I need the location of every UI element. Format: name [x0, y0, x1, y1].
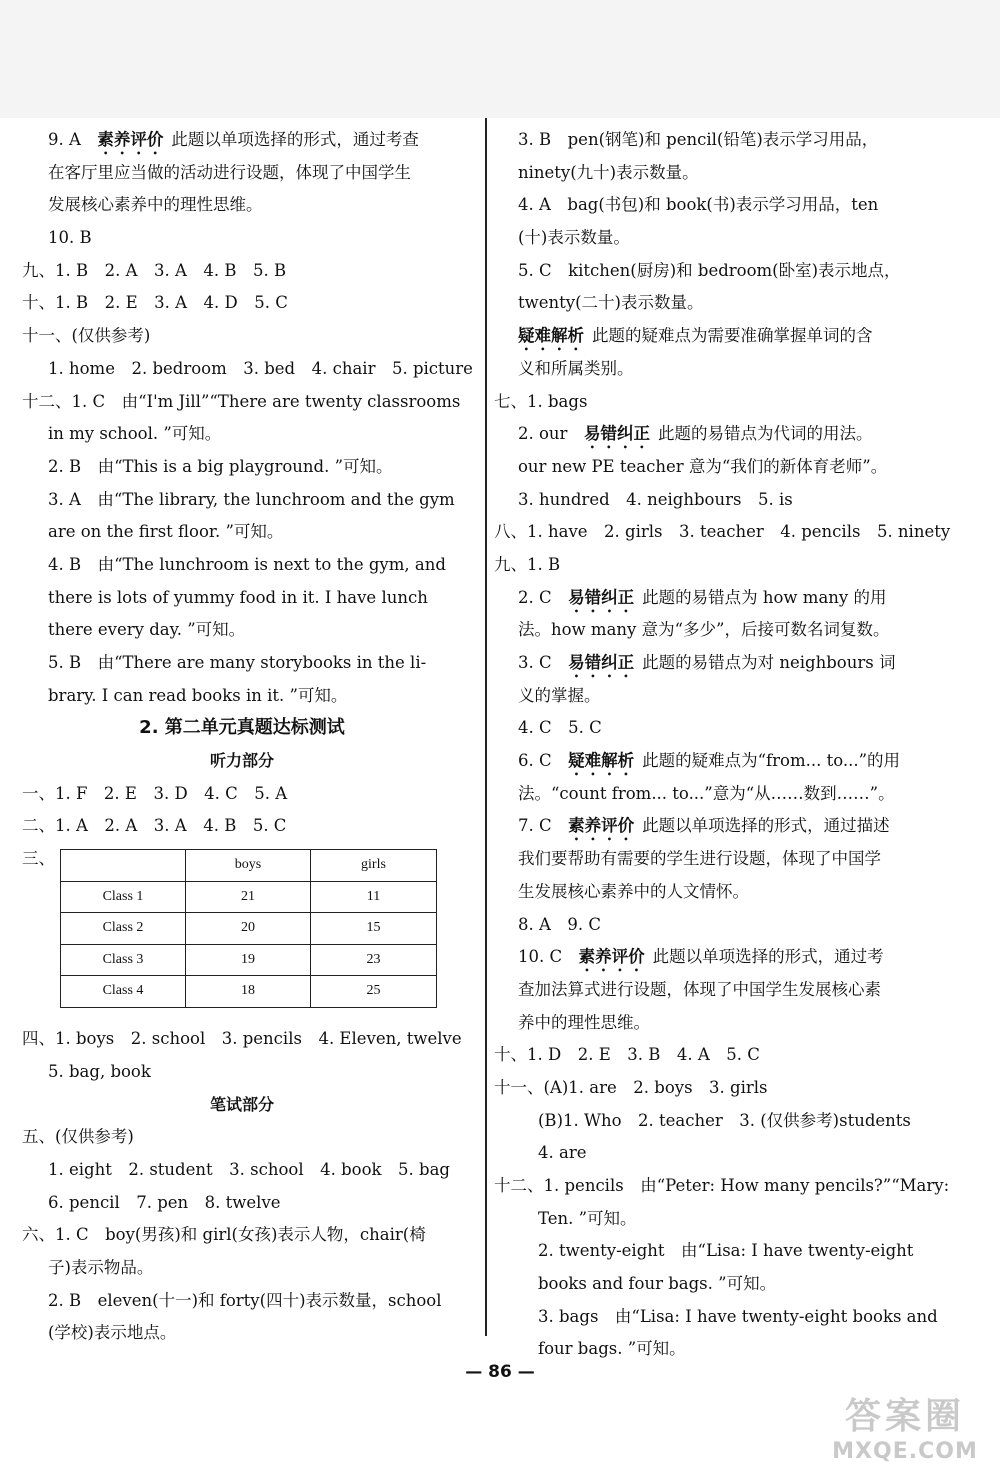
comment-label: 素养评价: [568, 816, 635, 836]
answer-line: 养中的理性思维。: [518, 1012, 650, 1032]
answer-line: 发展核心素养中的理性思维。: [48, 195, 263, 215]
watermark-text: 答案圈: [844, 1396, 965, 1437]
column-divider: [485, 118, 487, 1336]
answer-line: 义的掌握。: [518, 685, 601, 705]
unit-heading: 2. 第二单元真题达标测试: [139, 717, 345, 739]
table-cell: 15: [311, 913, 437, 945]
table-cell: Class 4: [61, 976, 186, 1008]
comment-label: 素养评价: [578, 947, 645, 967]
table-cell: Class 3: [61, 944, 186, 976]
section-six-answers: 六、1. C boy(男孩)和 girl(女孩)表示人物，chair(椅: [22, 1225, 426, 1245]
table-cell: Class 2: [61, 913, 186, 945]
section-nine-answers: 九、1. B: [494, 554, 561, 574]
section-eight-answers: 八、1. have 2. girls 3. teacher 4. pencils 5. ninety: [494, 522, 951, 542]
table-row: [61, 913, 437, 945]
answer-line: 4. C 5. C: [518, 718, 602, 738]
table-cell: Class 1: [61, 881, 186, 913]
section-five-title: 五、(仅供参考): [22, 1127, 134, 1147]
answer-line: 义和所属类别。: [518, 358, 634, 378]
comment-label: 易错纠正: [568, 653, 635, 672]
answer-number: 6. C: [518, 751, 552, 771]
comment-label: 疑难解析: [568, 751, 635, 771]
answer-line: (十)表示数量。: [518, 228, 630, 248]
answer-line: 4. B 由“The lunchroom is next to the gym, and: [48, 554, 446, 574]
answer-line: books and four bags. ”可知。: [538, 1274, 777, 1294]
section-one-answers: 一、1. F 2. E 3. D 4. C 5. A: [22, 783, 288, 803]
answer-line: 在客厅里应当做的活动进行设题，体现了中国学生: [48, 162, 411, 182]
answer-line: [516, 320, 920, 353]
answer-line: twenty(二十)表示数量。: [518, 293, 704, 313]
answer-line: 法。“count from... to...”意为“从……数到……”。: [518, 783, 895, 803]
answer-line: 3. hundred 4. neighbours 5. is: [518, 489, 793, 509]
answer-line: 2. B 由“This is a big playground. ”可知。: [48, 456, 393, 476]
answer-number: 2. our: [518, 424, 568, 444]
answer-line: 我们要帮助有需要的学生进行设题，体现了中国学: [518, 849, 881, 869]
answer-number: 10. C: [518, 947, 563, 967]
section-eleven-answers: 十一、(A)1. are 2. boys 3. girls: [494, 1077, 768, 1097]
answer-line: 2. B eleven(十一)和 forty(四十)表示数量，school: [48, 1290, 442, 1310]
answer-line: are on the first floor. ”可知。: [48, 522, 284, 542]
table-row: [61, 944, 437, 976]
answer-line: [516, 647, 920, 680]
answer-line: there every day. ”可知。: [48, 620, 246, 640]
table-cell: 19: [186, 944, 311, 976]
section-three-number: 三、: [22, 849, 55, 869]
answer-line: 3. bags 由“Lisa: I have twenty-eight books and: [538, 1306, 938, 1326]
scan-top-margin: [0, 0, 1000, 118]
answer-line: 生发展核心素养中的人文情怀。: [518, 881, 749, 901]
comment-text: 此题的易错点为 how many 的用: [642, 587, 887, 607]
table-cell: girls: [311, 850, 437, 882]
written-section-title: 笔试部分: [209, 1094, 274, 1114]
class-count-table: [60, 849, 437, 1008]
answer-line: 10. B: [48, 228, 92, 248]
answer-line: [516, 810, 920, 843]
answer-number: 2. C: [518, 587, 552, 607]
answer-line: 3. A 由“The library, the lunchroom and the gym: [48, 489, 455, 509]
table-cell: [61, 850, 186, 882]
answer-line: 6. pencil 7. pen 8. twelve: [48, 1192, 281, 1212]
answer-line: [516, 418, 920, 451]
section-ten-answers: 十、1. D 2. E 3. B 4. A 5. C: [494, 1045, 760, 1065]
section-two-answers: 二、1. A 2. A 3. A 4. B 5. C: [22, 816, 287, 836]
section-eleven-title: 十一、(仅供参考): [22, 326, 151, 346]
watermark-logo: [820, 1395, 990, 1473]
section-twelve-answers: 十二、1. pencils 由“Peter: How many pencils?”“Mary:: [494, 1176, 950, 1195]
answer-line: 4. A bag(书包)和 book(书)表示学习用品，ten: [518, 195, 879, 215]
answer-line: 3. B pen(钢笔)和 pencil(铅笔)表示学习用品，: [518, 130, 879, 149]
listening-section-title: 听力部分: [209, 751, 274, 771]
table-header-row: [61, 850, 437, 882]
answer-line: 法。how many 意为“多少”，后接可数名词复数。: [518, 620, 890, 640]
right-column: [494, 124, 951, 1366]
table-cell: 20: [186, 913, 311, 945]
answer-line: [516, 745, 920, 778]
answer-line: 5. bag, book: [48, 1061, 151, 1081]
answer-line: (B)1. Who 2. teacher 3. (仅供参考)students: [538, 1110, 911, 1130]
answer-line: our new PE teacher 意为“我们的新体育老师”。: [518, 456, 888, 476]
answer-line: [516, 582, 920, 615]
table-cell: 21: [186, 881, 311, 913]
table-row: [61, 976, 437, 1008]
page-number: — 86 —: [465, 1362, 535, 1382]
answer-line: 1. home 2. bedroom 3. bed 4. chair 5. picture: [48, 358, 473, 378]
comment-text: 此题的易错点为代词的用法。: [657, 424, 873, 444]
section-twelve-answers: 十二、1. C 由“I'm Jill”“There are twenty classrooms: [22, 391, 461, 411]
comment-text: 此题以单项选择的形式，通过描述: [642, 816, 890, 836]
table-cell: 18: [186, 976, 311, 1008]
section-seven-answers: 七、1. bags: [494, 391, 588, 411]
answer-line: 8. A 9. C: [518, 914, 602, 934]
table-cell: 25: [311, 976, 437, 1008]
table-cell: 23: [311, 944, 437, 976]
comment-label: 素养评价: [97, 130, 164, 149]
answer-line: Ten. ”可知。: [538, 1208, 637, 1228]
answer-line: 子)表示物品。: [48, 1257, 154, 1277]
comment-text: 此题的疑难点为需要准确掌握单词的含: [592, 326, 873, 346]
section-three: [22, 843, 462, 1023]
left-column: [22, 124, 473, 1350]
answer-line: [22, 124, 462, 157]
comment-text: 此题的易错点为对 neighbours 词: [642, 653, 896, 672]
answer-line: 2. twenty-eight 由“Lisa: I have twenty-eight: [538, 1241, 914, 1261]
section-four-answers: 四、1. boys 2. school 3. pencils 4. Eleven, twelve: [22, 1029, 462, 1049]
answer-line: (学校)表示地点。: [48, 1323, 177, 1343]
comment-text: 此题的疑难点为“from... to...”的用: [642, 751, 901, 771]
answer-number: 9. A: [48, 130, 81, 149]
answer-number: 7. C: [518, 816, 552, 836]
answer-line: 4. are: [538, 1143, 587, 1163]
answer-line: 1. eight 2. student 3. school 4. book 5. bag: [48, 1159, 450, 1179]
watermark-url: MXQE.COM: [832, 1439, 978, 1464]
comment-label: 易错纠正: [568, 587, 635, 607]
answer-line: ninety(九十)表示数量。: [518, 162, 699, 182]
answer-number: 3. C: [518, 653, 552, 672]
table-cell: 11: [311, 881, 437, 913]
comment-label: 疑难解析: [518, 326, 584, 346]
answer-line: there is lots of yummy food in it. I have lunch: [48, 587, 428, 607]
answer-line: in my school. ”可知。: [48, 424, 222, 444]
section-ten-answers: 十、1. B 2. E 3. A 4. D 5. C: [22, 293, 288, 313]
table-row: [61, 881, 437, 913]
answer-line: brary. I can read books in it. ”可知。: [48, 685, 348, 705]
answer-line: 5. C kitchen(厨房)和 bedroom(卧室)表示地点，: [518, 260, 901, 280]
table-cell: boys: [186, 850, 311, 882]
comment-text: 此题以单项选择的形式，通过考: [652, 947, 884, 967]
comment-text: 此题以单项选择的形式，通过考查: [171, 130, 419, 149]
comment-label: 易错纠正: [583, 424, 650, 444]
answer-line: 查加法算式进行设题，体现了中国学生发展核心素: [518, 979, 881, 999]
answer-line: four bags. ”可知。: [538, 1339, 686, 1359]
answer-line: 5. B 由“There are many storybooks in the li-: [48, 653, 427, 672]
section-nine-answers: 九、1. B 2. A 3. A 4. B 5. B: [22, 260, 287, 280]
answer-line: [516, 941, 920, 974]
